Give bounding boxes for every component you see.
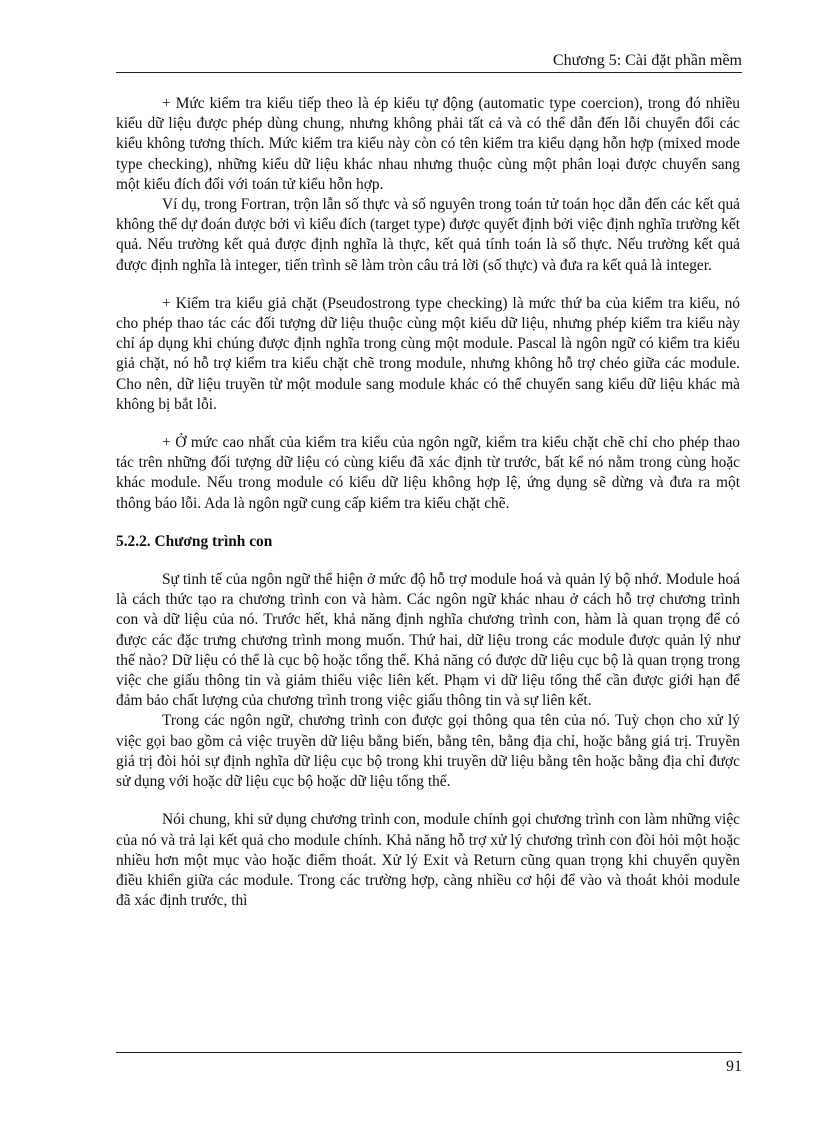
paragraph-subprogram-calls: Trong các ngôn ngữ, chương trình con được gọi thông qua tên của nó. Tuỳ chọn cho xử lý việc gọi bao gồm cả việc truyền dữ liệu bằng biến, bằng tên, bằng địa chỉ, hoặc bằng giá trị. Truyền giá trị đòi hỏi sự định nghĩa dữ liệu cục bộ trong khi truyền dữ liệu bằng tên hoặc bằng địa chỉ được sử dụng với hoặc dữ liệu cục bộ hoặc dữ liệu tổng thể. <box>116 712 740 791</box>
paragraph-subprogram-usage: Nói chung, khi sử dụng chương trình con, module chính gọi chương trình con làm những việc của nó và trả lại kết quả cho module chính. Khả năng hỗ trợ xử lý chương trình con đòi hỏi một hoặc nhiều hơn một mục vào hoặc điểm thoát. Xử lý Exit và Return cũng quan trọng khi chuyển quyền điều khiển giữa các module. Trong các trường hợp, càng nhiều cơ hội để vào và thoát khỏi module đã xác định trước, thì <box>116 811 740 910</box>
header-divider <box>116 72 742 73</box>
page-number: 91 <box>726 1058 742 1075</box>
paragraph-modularization: Sự tinh tế của ngôn ngữ thể hiện ở mức độ hỗ trợ module hoá và quản lý bộ nhớ. Module hoá là cách thức tạo ra chương trình con và hàm. Các ngôn ngữ khác nhau ở cách hỗ trợ chương trình con và dữ liệu của nó. Trước hết, khả năng định nghĩa chương trình con, hàm là quan trọng để có được các đặc trưng chương trình mong muốn. Thứ hai, dữ liệu trong các module được quản lý như thế nào? Dữ liệu có thể là cục bộ hoặc tổng thể. Khả năng có được dữ liệu cục bộ là quan trọng trong việc che giấu thông tin và giảm thiểu việc liên kết. Phạm vi dữ liệu tổng thể cần được giới hạn để đảm bảo chất lượng của chương trình trong việc giấu thông tin và sự liên kết. <box>116 571 740 710</box>
paragraph-type-coercion: + Mức kiểm tra kiểu tiếp theo là ép kiểu tự động (automatic type coercion), trong đó nhiều kiểu dữ liệu được phép dùng chung, nhưng không phải tất cả và có thể dẫn đến lỗi chuyển đổi các kiểu không tương thích. Mức kiểm tra kiểu này còn có tên kiểm tra kiểu dạng hỗn hợp (mixed mode type checking), những kiểu dữ liệu khác nhau nhưng thuộc cùng một phân loại được chuyển sang một kiểu đích đối với toán tử kiểu hỗn hợp. <box>116 95 740 193</box>
paragraph-pseudostrong-checking: + Kiểm tra kiểu giả chặt (Pseudostrong type checking) là mức thứ ba của kiểm tra kiểu, nó cho phép thao tác các đối tượng dữ liệu thuộc cùng một kiểu dữ liệu, nhưng phép kiểm tra kiểu này chỉ áp dụng khi chúng được định nghĩa trong cùng một module. Pascal là ngôn ngữ có kiểm tra kiểu giả chặt, nó hỗ trợ kiểm tra kiểu chặt chẽ trong module, nhưng không hỗ trợ chéo giữa các module. Cho nên, dữ liệu truyền từ một module sang module khác có thể chuyển sang kiểu dữ liệu khác mà không bị bắt lỗi. <box>116 294 740 413</box>
paragraph-fortran-example: Ví dụ, trong Fortran, trộn lẫn số thực và số nguyên trong toán tử toán học dẫn đến các kết quả không thể dự đoán được bởi vì kiểu đích (target type) được quyết định bởi việc định nghĩa trường kết quả. Nếu trường kết quả được định nghĩa là thực, kết quả tính toán là số thực. Nếu trường kết quả được định nghĩa là integer, tiến trình sẽ làm tròn câu trả lời (số thực) và đưa ra kết quả là integer. <box>116 196 740 274</box>
page-body <box>116 94 740 911</box>
running-header: Chương 5: Cài đặt phần mềm <box>552 52 742 69</box>
footer-divider <box>116 1052 742 1053</box>
section-heading: 5.2.2. Chương trình con <box>116 532 273 550</box>
paragraph-strong-checking: + Ở mức cao nhất của kiểm tra kiểu của ngôn ngữ, kiểm tra kiểu chặt chẽ chỉ cho phép thao tác trên những đối tượng dữ liệu có cùng kiểu đã xác định từ trước, bất kể nó nằm trong cùng hoặc khác module. Nếu trong module có kiểu dữ liệu không hợp lệ, ứng dụng sẽ dừng và đưa ra một thông báo lỗi. Ada là ngôn ngữ cung cấp kiểm tra kiểu chặt chẽ. <box>116 434 740 512</box>
